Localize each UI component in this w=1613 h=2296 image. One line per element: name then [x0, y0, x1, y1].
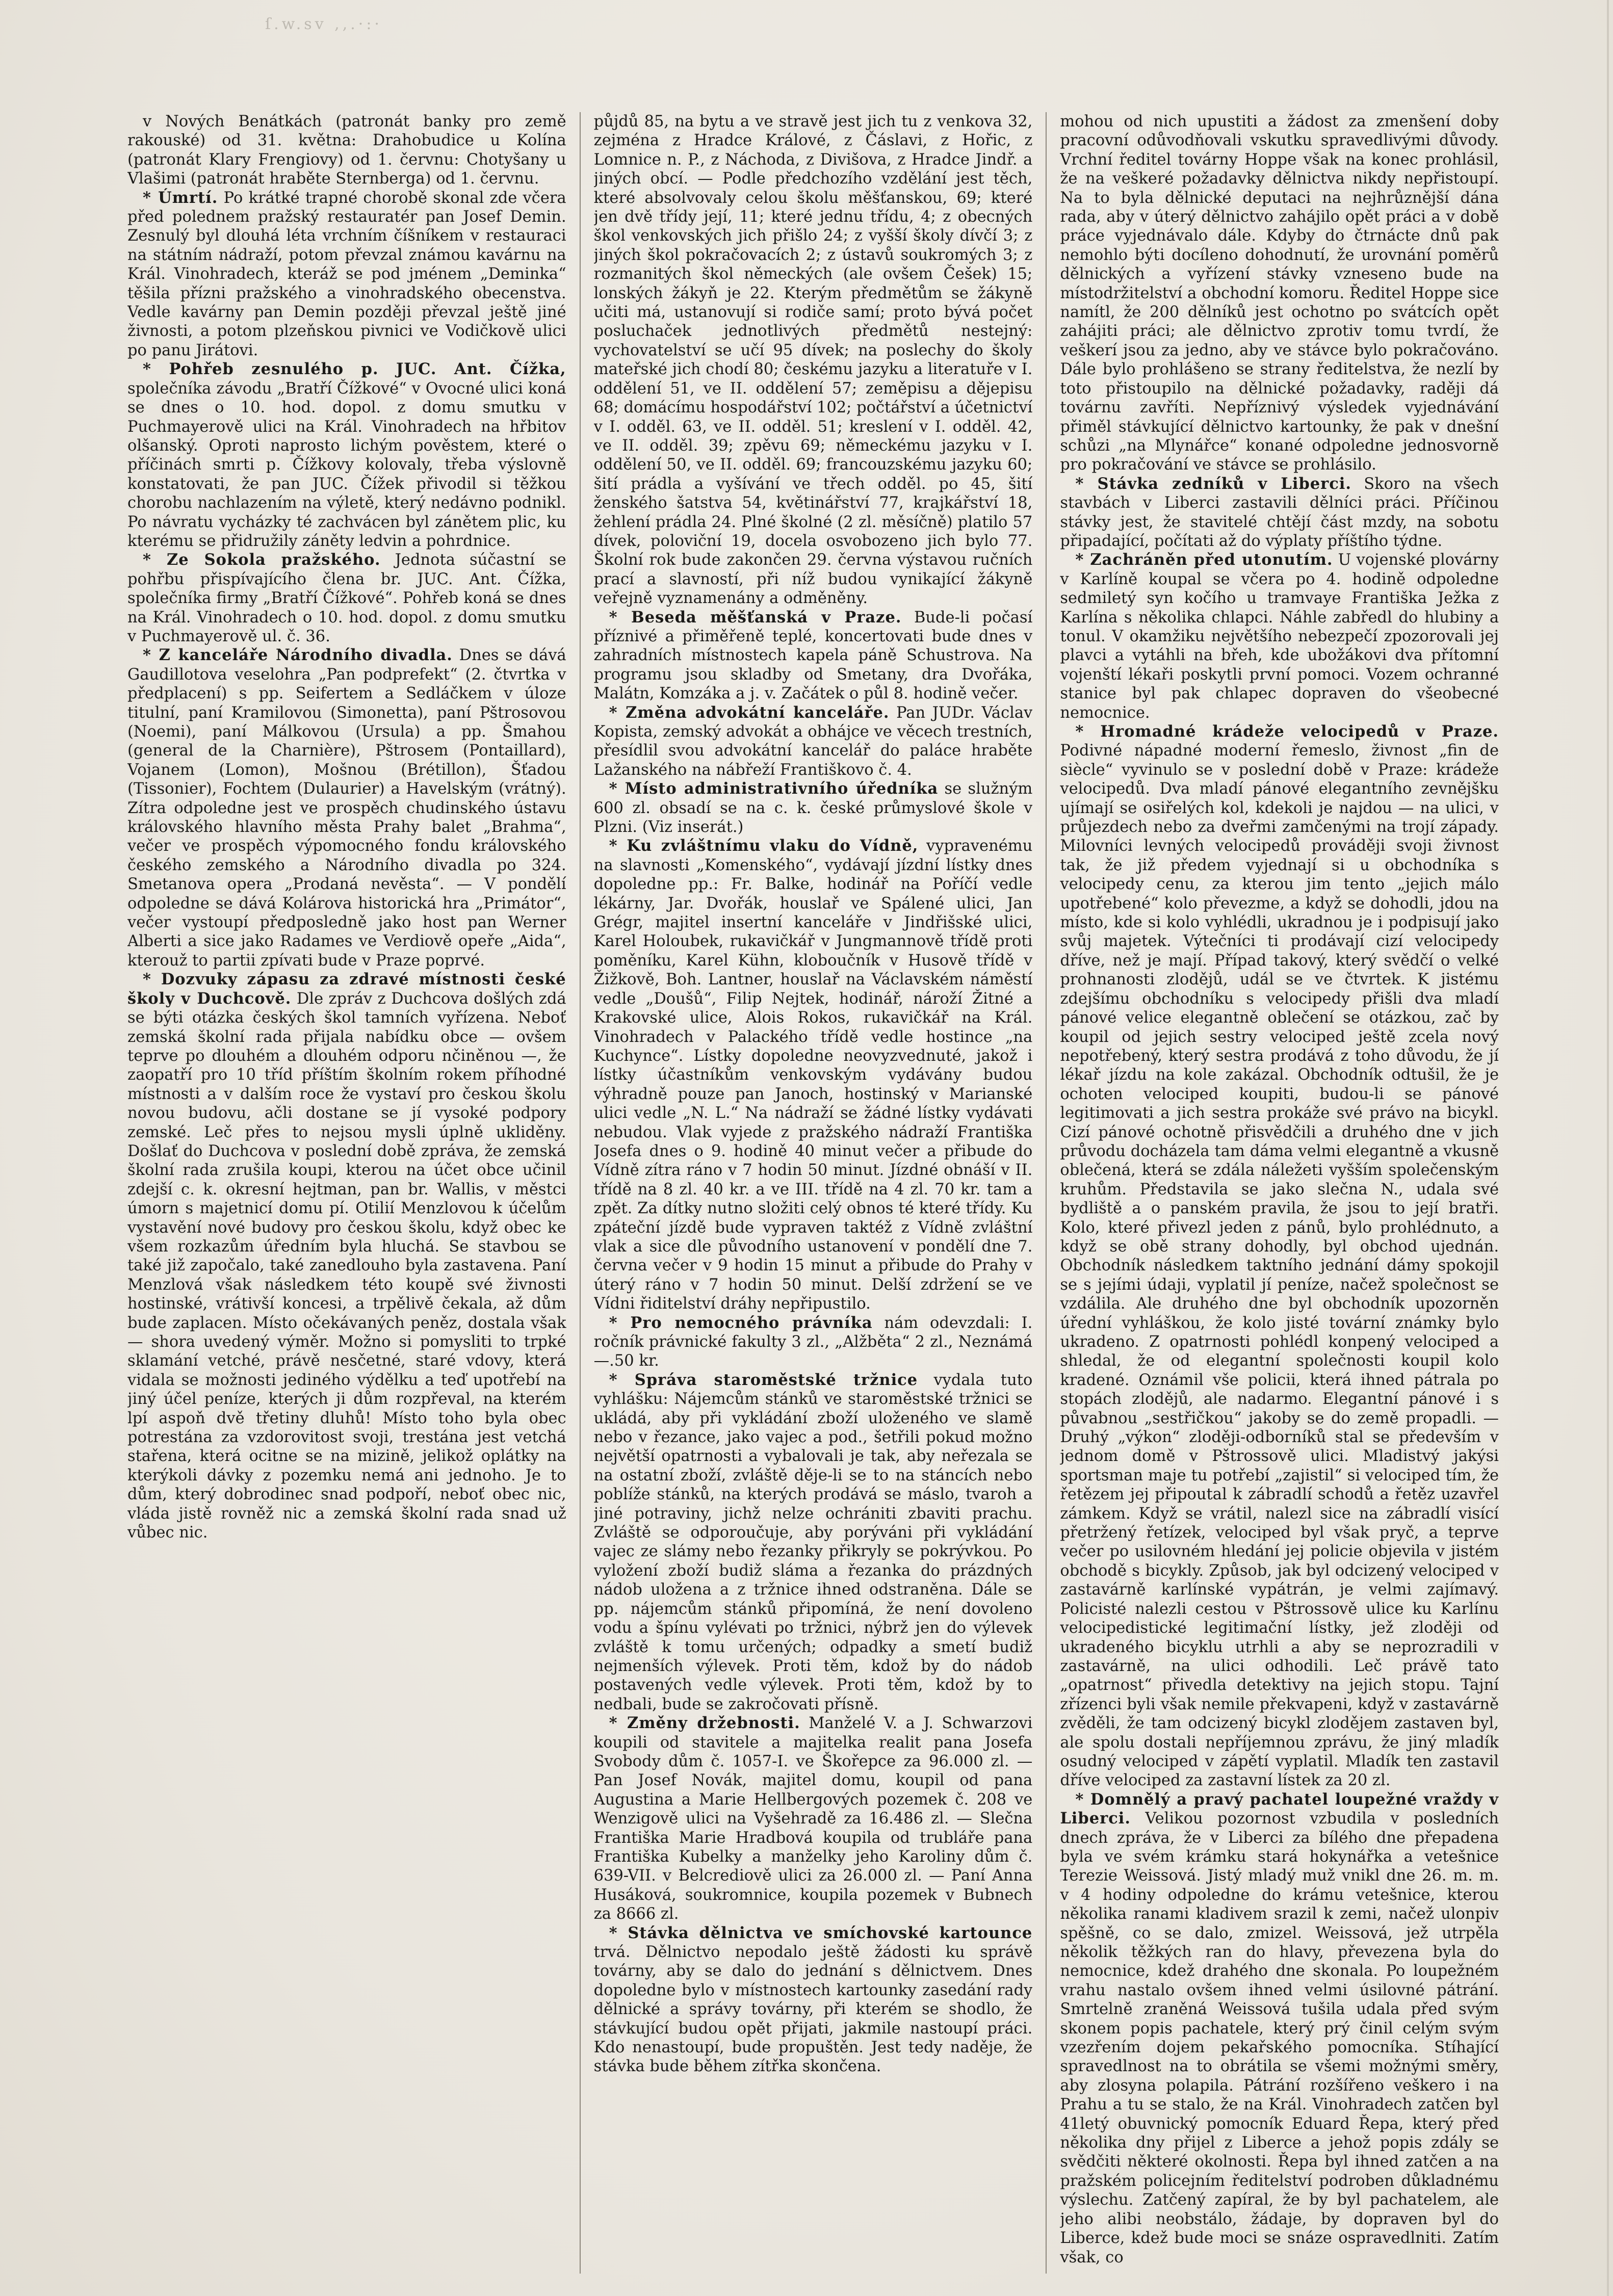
- article-paragraph: [594, 1314, 1033, 1371]
- article-paragraph: [1060, 1790, 1499, 2267]
- article-headline: * Pro nemocného právníka: [609, 1313, 873, 1332]
- article-headline: * Domnělý a pravý pachatel loupežné vraždy v Liberci.: [1060, 1790, 1499, 1828]
- article-headline: * Stávka zedníků v Liberci.: [1075, 474, 1352, 493]
- article-headline: * Z kanceláře Národního divadla.: [143, 646, 453, 665]
- faded-header-mark: ſ.w.sv ,,.·:·: [265, 15, 382, 33]
- article-paragraph: [594, 1714, 1033, 1923]
- column-rule: [1046, 112, 1047, 2274]
- article-headline: * Úmrtí.: [143, 188, 218, 207]
- article-text: Dle zpráv z Duchcova došlých zdá se býti otázka českých škol tamních vyřízena. Neboť zemská školní rada přijala nabídku obce — ovšem teprve po dlouhém a dlouhém odporu nčiněnou —, že zaopatří pro 10 tříd příštím školním rokem příhodné místnosti a v dalším roce že vystaví pro českou školu novou budovu, ačli dostane se jí vysoké podpory zemské. Leč přes to nejsou mysli úplně ukliděny. Došlať do Duchcova v poslední době zpráva, že zemská školní rada zrušila koupi, kterou na účet obce učinil zdejší c. k. okresní hejtman, pan br. Wallis, v městci úmorn s majetnicí domu pí. Otilií Menzlovou k účelům vystavění nové budovy pro českou školu, když obec ke všem rozkazům úředním byla hluchá. Se stavbou se také již započalo, také zanedlouho byla zastavena. Paní Menzlová však následkem této koupě své živnosti hostinské, vrátivší koncesi, a trpělivě čekala, až dům bude zaplacen. Místo očekávaných peněz, dostala však — shora uvedený výměr. Možno si pomysliti to trpké sklamání vetché, právě nesčetné, staré vdovy, která vidala se možnosti jediného výdělku a teď upotřebí na jiný účel peníze, kterých ji dům rozpřeval, na kterém lpí aspoň dvě třetiny dluhů! Místo toho byla obec potrestána za vzdorovitost svoji, trestána jest vetchá stařena, která ocitne se na mizině, jelikož oplátky na kterýkoli dávky z pozemku nemá ani jednoho. Je to dům, který dobrodinec snad podpoří, neboť obec nic, vláda jistě rovněž nic a zemská školní rada snad už vůbec nic.: [127, 989, 566, 1542]
- article-paragraph: [127, 360, 566, 551]
- article-headline: * Ku zvláštnímu vlaku do Vídně,: [609, 837, 919, 855]
- article-text: vypravenému na slavnosti „Komenského“, vydávají jízdní lístky dnes dopoledne pp.: Fr. Balke, hodinář na Poříčí vedle lékárny, Jar. Dvořák, houslař ve Spálené ulici, Jan Grégr, majitel insertní kanceláře v Jindřišské ulici, Karel Holoubek, rukavičkář v Jungmannově třídě proti poměníku, Karel Kühn, kloboučník v Husově třídě v Žižkově, Boh. Lantner, houslař na Václavském náměstí vedle „Doušů“, Filip Nejtek, hodinář, nároží Žitné a Krakovské ulice, Alois Rokos, rukavičkář na Král. Vinohradech v Palackého třídě vedle hostince „na Kuchynce“. Lístky dopoledne neovyzvednuté, jakož i lístky účastníkům venkovským vydávány budou výhradně pouze pan Janoch, hostinský v Marianské ulici vedle „N. L.“ Na nádraží se žádné lístky vydávati nebudou. Vlak vyjede z pražského nádraží Františka Josefa dnes o 9. hodině 40 minut večer a přibude do Vídně zítra ráno v 7 hodin 50 minut. Jízdné obnáší v II. třídě na 8 zl. 40 kr. a ve III. třídě na 4 zl. 70 kr. tam a zpět. Za dítky nutno složiti celý obnos té které třídy. Ku zpáteční jízdě bude vypraven taktéž z Vídně zvláštní vlak a sice dle původního ustanovení v pondělí dne 7. června večer v 9 hodin 15 minut a přibude do Prahy v úterý ráno v 7 hodin 50 minut. Delší zdržení se ve Vídni řiditelství dráhy nepřipustilo.: [593, 837, 1033, 1313]
- article-headline: * Správa staroměstské tržnice: [609, 1370, 918, 1389]
- article-text: Podivné nápadné moderní řemeslo, živnost „fin de siècle“ vyvinulo se v poslední době v Praze: krádeže velocipedů. Dva mladí pánové elegantního zevnějšku ujímají se osiřelých kol, kdekoli je najdou — na ulici, v průjezdech nebo za dveřmi zamčenými na trojí západy. Milovníci levných velocipedů prováději svoji živnost tak, že již předem vyjednají si u obchodníka s velocipedy cenu, za kterou jim tento „jejich málo upotřebené“ kolo převezme, a když se dohodli, jdou na místo, kde si kolo vyhlédli, ukradnou je i podpisují jako svůj majetek. Výtečníci ti prodávají cizí velocipedy dříve, než je mají. Případ takový, který svědčí o velké prohnanosti zlodějů, udál se ve čtvrtek. K jistému zdejšímu obchodníku s velocipedy přišli dva mladí pánové velice elegantně oblečení se otázkou, zač by koupil od jejich sestry velociped ještě zcela nový nepotřebený, který sestra prodává z toho důvodu, že jí lékař jízdu na kole zakázal. Obchodník odtušil, že je ochoten velociped koupiti, budou-li se pánové legitimovati a jich sestra prokáže své právo na bicykl. Cizí pánové ochotně přisvědčili a druhého dne v jich průvodu docházela tam dáma velmi elegantně a vkusně oblečená, která se zdála náležeti vyšším společenským kruhům. Představila se jako slečna N., udala své bydliště a o panském pravila, že jsou to její bratři. Kolo, které přivezl jeden z pánů, bylo prohlédnuto, a když se obě strany dohodly, byl obchod ujednán. Obchodník následkem taktního jednání dámy spokojil se s jejími údaji, vyplatil jí peníze, načež společnost se vzdálila. Ale druhého dne byl obchodník upozorněn úřední vyhláškou, že kolo jisté tovární známky bylo ukradeno. Z opatrnosti pohlédl konpený velociped a shledal, že od elegantní společnosti koupil kolo kradené. Oznámil vše policii, která ihned pátrala po stopách zlodějů, ale nadarmo. Elegantní pánové i s půvabnou „sestřičkou“ jakoby se do země propadli. — Druhý „výkon“ zloději-odborníků stal se především v jednom domě v Pštrossově ulici. Mladistvý jakýsi sportsman maje tu potřebí „zajistil“ si velociped tím, že řetězem jej připoutal k zábradlí schodů a řetěz uzavřel zámkem. Když se vrátil, nalezl sice na zábradlí visící přetržený řetízek, velociped byl však pryč, a teprve večer po usilovném hledání jej policie objevila v jistém obchodě s bicykly. Způsob, jak byl odcizený velociped v zastavárně karlínské vypátrán, je velmi zajímavý. Policisté nalezli cestou v Pštrossově ulice ku Karlínu velocipedistické legitimační lístky, jež zloději od ukradeného bicyklu utrhli a aby se neprozradili v zastavárně, na ulici odhodili. Leč právě tato „opatrnost“ přivedla detektivy na jejich stopu. Tajní zřízenci byli však nemile překvapeni, když v zastavárně zvěděli, že tam odcizený bicykl zlodějem zastaven byl, ale spolu dostali nepříjemnou zprávu, že jiný mladík osudný velociped v zápětí vyplatil. Mladík ten zastavil dříve velociped za zastavní lístek za 20 zl.: [1060, 742, 1499, 1790]
- article-paragraph: [1060, 551, 1499, 722]
- article-paragraph: [594, 837, 1033, 1313]
- article-headline: * Zachráněn před utonutím.: [1075, 551, 1333, 569]
- article-headline: * Beseda měšťanská v Praze.: [609, 608, 902, 627]
- article-text: Bude-li počasí příznivé a přiměřeně teplé, koncertovati bude dnes v zahradních místnostech kapela páně Schustrova. Na programu jsou skladby od Smetany, dra Dvořáka, Malátn, Komzáka a j. v. Začátek o půl 8. hodině večer.: [593, 608, 1033, 703]
- article-paragraph: [127, 970, 566, 1542]
- article-paragraph: [594, 779, 1033, 837]
- article-text: v Nových Benátkách (patronát banky pro země rakouské) od 31. května: Drahobudice u Kolína (patronát Klary Frengiovy) od 1. červnu: Chotyšany u Vlašimi (patronát hraběte Sternberga) od 1. červnu.: [127, 113, 566, 188]
- article-paragraph: [1060, 112, 1499, 475]
- article-text: společníka závodu „Bratří Čížkové“ v Ovocné ulici koná se dnes o 10. hod. dopol. z domu smutku v Puchmayerově ulici na Král. Vinohradech na hřbitov olšanský. Oproti naprosto lichým pověstem, které o příčinách smrti p. Čížkovy kolovaly, třeba výslovně konstatovati, že pan JUC. Čížek přivodil si těžkou chorobu nachlazením na výletě, který nedávno podnikl. Po návratu vycházky té zachvácen byl zánětem plic, ku kterému se přidružily záněty ledvin a pohrdnice.: [127, 379, 566, 550]
- article-headline: * Dozvuky zápasu za zdravé místnosti české školy v Duchcově.: [127, 970, 566, 1008]
- article-text: Skoro na všech stavbách v Liberci zastavili dělníci práci. Příčinou stávky jest, že stavitelé chtějí část mzdy, na sobotu připadající, počítati až do výplaty příštího týdne.: [1060, 475, 1499, 550]
- article-text: U vojenské plovárny v Karlíně koupal se včera po 4. hodině odpoledne sedmiletý syn kočího u tramvaye Františka Ježka z Karlína s několika chlapci. Náhle zabředl do hlubiny a tonul. V okamžiku největšího nebezpečí zpozorovali jej plavci a vytáhli na břeh, kde ubožákovi dva přítomní vojenští lékaři poskytli první pomoci. Vozem ochranné stanice byl pak chlapec dopraven do všeobecné nemocnice.: [1060, 551, 1499, 722]
- binding-edge: [1607, 0, 1609, 2296]
- article-text: Jednota súčastní se pohřbu přispívajícího člena br. JUC. Ant. Čížka, společníka firmy „Bratří Čížkové“. Pohřeb koná se dnes na Král. Vinohradech o 10. hod. dopol. z domu smutku v Puchmayerově ul. č. 36.: [127, 551, 566, 645]
- article-text: Manželé V. a J. Schwarzovi koupili od stavitele a majitelka realit pana Josefa Svobody dům č. 1057-I. ve Škořepce za 96.000 zl. — Pan Josef Novák, majitel domu, koupil od pana Augustina a Marie Hellbergových pozemek č. 208 ve Wenzigově ulici na Vyšehradě za 16.486 zl. — Slečna Františka Marie Hradbová koupila od trubláře pana Františka Kubelky a manželky jeho Karoliny dům č. 639-VII. v Belcrediově ulici za 26.000 zl. — Paní Anna Husáková, soukromnice, koupila pozemek v Bubnech za 8666 zl.: [593, 1714, 1033, 1923]
- article-headline: * Změna advokátní kanceláře.: [609, 703, 890, 722]
- column-middle: [594, 112, 1033, 2274]
- article-text: nám odevzdali: I. ročník právnické fakulty 3 zl., „Alžběta“ 2 zl., Neznámá —.50 kr.: [593, 1314, 1033, 1370]
- article-paragraph: [1060, 722, 1499, 1790]
- article-text: Po krátké trapné chorobě skonal zde včera před polednem pražský restauratér pan Josef Demin. Zesnulý byl dlouhá léta vrchním číšníkem v restauraci na státním nádraží, potom převzal známou kavárnu na Král. Vinohradech, kteráž se pod jménem „Deminka“ těšila přízni pražského a vinohradského obecenstva. Vedle kavárny pan Demin později převzal ještě jiné živnosti, a potom plzeňskou pivnici ve Vodičkově ulici po panu Jirátovi.: [127, 189, 566, 359]
- article-headline: * Místo administrativního úředníka: [609, 779, 939, 798]
- column-rule: [580, 112, 581, 2274]
- article-paragraph: [1060, 475, 1499, 551]
- article-paragraph: [127, 646, 566, 970]
- article-text: Velikou pozornost vzbudila v posledních dnech zpráva, že v Liberci za bílého dne přepadena byla ve svém krámku stará hokynářka a vetešnice Terezie Weissová. Jistý mladý muž vnikl dne 26. m. m. v 4 hodiny odpoledne do krámu vetešnice, kterou několika ranami kladivem srazil k zemi, načež ulonpiv spěšně, co se dalo, zmizel. Weissová, jež utrpěla několik těžkých ran do hlavy, převezena byla do nemocnice, kdež drahého dne skonala. Po loupežném vrahu nastalo ovšem ihned velmi úsilovné pátrání. Smrtelně zraněná Weissová tušila udala před svým skonem popis pachatele, který prý činil celým svým vzezřením dojem pekařského pomocníka. Stíhající spravedlnost na to obrátila se všemi možnými směry, aby zlosyna polapila. Pátrání rozšířeno veškero i na Prahu a tu se stalo, že na Král. Vinohradech zatčen byl 41letý obuvnický pomocník Eduard Řepa, který před několika dny přijel z Liberce a jehož popis zdály se svědčiti některé okolnosti. Řepa byl ihned zatčen a na pražském policejním ředitelství podroben důkladnému výslechu. Zatčený zapíral, že by byl pachatelem, ale jeho alibi neobstálo, žádaje, by dopraven byl do Liberce, kdež bude moci se snáze ospravedlniti. Zatím však, co: [1060, 1810, 1499, 2266]
- article-headline: * Ze Sokola pražského.: [143, 551, 381, 569]
- article-headline: * Změny držebnosti.: [609, 1714, 800, 1733]
- article-text: Dnes se dává Gaudillotova veselohra „Pan podprefekt“ (2. čtvrtka v předplacení) s pp. Seifertem a Sedláčkem v úloze titulní, paní Kramilovou (Simonetta), paní Pštrosovou (Noemi), paní Málkovou (Ursula) a pp. Šmahou (general de la Charnière), Pštrosem (Pontaillard), Vojanem (Lomon), Mošnou (Brétillon), Šťadou (Tissonier), Fochtem (Dulaurier) a Havelským (vrátný). Zítra odpoledne jest ve prospěch chudinského ústavu královského hlavního města Prahy balet „Brahma“, večer ve prospěch výpomocného fondu královského českého zemského a Národního divadla po 324. Smetanova opera „Prodaná nevěsta“. — V pondělí odpoledne se dává Kolárova historická hra „Primátor“, večer vystoupí předposledně jako host pan Werner Alberti a sice jako Radames ve Verdiově opeře „Aida“, kterouž to partii zpívati bude v Praze poprvé.: [127, 646, 566, 970]
- article-headline: * Stávka dělnictva ve smíchovské kartounce: [609, 1923, 1033, 1942]
- article-columns: [127, 112, 1499, 2274]
- article-paragraph: [594, 1924, 1033, 2076]
- article-headline: * Hromadné krádeže velocipedů v Praze.: [1075, 722, 1499, 741]
- article-headline: * Pohřeb zesnulého p. JUC. Ant. Čížka,: [143, 360, 566, 379]
- article-paragraph: [594, 112, 1033, 608]
- article-text: půjdů 85, na bytu a ve stravě jest jich tu z venkova 32, zejména z Hradce Králové, z Čáslavi, z Hořic, z Lomnice n. P., z Náchoda, z Divišova, z Hradce Jindř. a jiných obcí. — Podle předchozího vzdělání jest těch, které absolvovaly celou školu měšťanskou, 69; které jen dvě třídy její, 11; které jednu třídu, 4; z obecných škol venkovských jich přišlo 24; z vyšší školy dívčí 3; z jiných škol pokračovacích 2; z ústavů soukromých 3; z rozmanitých škol německých (ale ovšem Češek) 15; lonských žákyň je 22. Kterým předmětům se žákyně učiti má, ustanovují si rodiče samí; proto bývá počet posluchaček jednotlivých předmětů nestejný: vychovatelství se učí 95 dívek; na poslechy do školy mateřské jich chodí 80; českému jazyku a literatuře v I. oddělení 51, ve II. oddělení 57; zeměpisu a dějepisu 68; domácímu hospodářství 102; počtářství a účetnictví v I. odděl. 63, ve II. odděl. 51; kreslení v I. odděl. 42, ve II. odděl. 39; zpěvu 69; německému jazyku v I. oddělení 50, ve II. odděl. 69; francouzskému jazyku 60; šití prádla a vyšívání ve třech odděl. po 45, šití ženského šatstva 54, květinářství 77, krajkářství 18, žehlení prádla 24. Plné školné (2 zl. měsíčně) platilo 57 dívek, poloviční 19, docela osvobozeno jich bylo 77. Školní rok bude zakončen 29. června výstavou ručních prací a slavností, při níž budou vynikající žákyně veřejně vyznamenány a odměněny.: [593, 113, 1033, 608]
- article-text: vydala tuto vyhlášku: Nájemcům stánků ve staroměstské tržnici se ukládá, aby při vykládání zboží uloženého ve slamě nebo v řezance, jako vajec a pod., šetřili pokud možno největší opatrnosti a vybalovali je tak, aby neřezala se na ostatní zboží, zvláště děje-li se to na stáncích nebo poblíže stánků, na kterých prodává se máslo, tvaroh a jiné potraviny, jichž nelze ochrániti zbaviti prachu. Zvláště se odporoučuje, aby porýváni při vykládání vajec ze slámy nebo řezanky přikryly se pokrývkou. Po vyložení zboží budiž sláma a řezanka do prázdných nádob uložena a z tržnice ihned odstraněna. Dále se pp. nájemcům stánků připomíná, že není dovoleno vodu a špínu vylévati po tržnici, nýbrž jen do výlevek zvláště k tomu určených; odpadky a smetí budiž nejmenších výlevek. Proti těm, kdož by do nádob postavených vedle výlevek. Proti těm, kdož by to nedbali, bude se zakročovati přísně.: [593, 1371, 1033, 1713]
- article-text: se služným 600 zl. obsadí se na c. k. české průmyslové škole v Plzni. (Viz inserát.): [593, 780, 1033, 837]
- column-left: [127, 112, 566, 2274]
- article-paragraph: [594, 703, 1033, 780]
- article-paragraph: [127, 189, 566, 360]
- article-paragraph: [127, 551, 566, 646]
- column-right: [1060, 112, 1499, 2274]
- article-text: trvá. Dělnictvo nepodalo ještě žádosti ku správě továrny, aby se dalo do jednání s dělnictvem. Dnes dopoledne bylo v místnostech kartounky zasedání rady dělnické a správy továrny, při kterém se shodlo, že stávkující budou opět přijati, jakmile nastoupí práci. Kdo nenastoupí, bude propuštěn. Jest tedy naděje, že stávka bude během zítřka skončena.: [593, 1943, 1033, 2076]
- article-text: mohou od nich upustiti a žádost za zmenšení doby pracovní odůvodňovali vskutku spravedlivými důvody. Vrchní ředitel továrny Hoppe však na konec prohlásil, že na veškeré požadavky dělnictva nikdy nepřistoupí. Na to byla dělnické deputaci na nejhrůznější dána rada, aby v úterý dělnictvo zahájilo opět práci a v době práce vyjednávalo dále. Kdyby do čtrnácte dnů pak nemohlo býti docíleno dohodnutí, že urovnání poměrů dělnických a vyřízení stávky vzneseno bude na místodržitelství a obchodní komoru. Ředitel Hoppe sice namítl, že 200 dělníků jest ochotno po svátcích opět zahájiti práci; ale dělnictvo zprotiv tomu tvrdí, že veškerí jsou za jedno, aby ve stávce bylo pokračováno. Dále bylo prohlášeno se strany ředitelstva, že nezlí by toto přistoupilo na dělnické požadavky, raději dá továrnu zavříti. Nepříznivý výsledek vyjednávání přiměl stávkující dělnictvo kartounky, že pak v dnešní schůzi „na Mlynářce“ konané odpoledne jednosvorně pro pokračování ve stávce se prohlásilo.: [1060, 113, 1499, 474]
- article-paragraph: [594, 608, 1033, 703]
- article-paragraph: [594, 1371, 1033, 1714]
- article-text: Pan JUDr. Václav Kopista, zemský advokát a obhájce ve věcech trestních, přesídlil svou advokátní kancelář do paláce hraběte Lažanského na nábřeží Františkovo č. 4.: [593, 703, 1033, 779]
- article-paragraph: [127, 112, 566, 189]
